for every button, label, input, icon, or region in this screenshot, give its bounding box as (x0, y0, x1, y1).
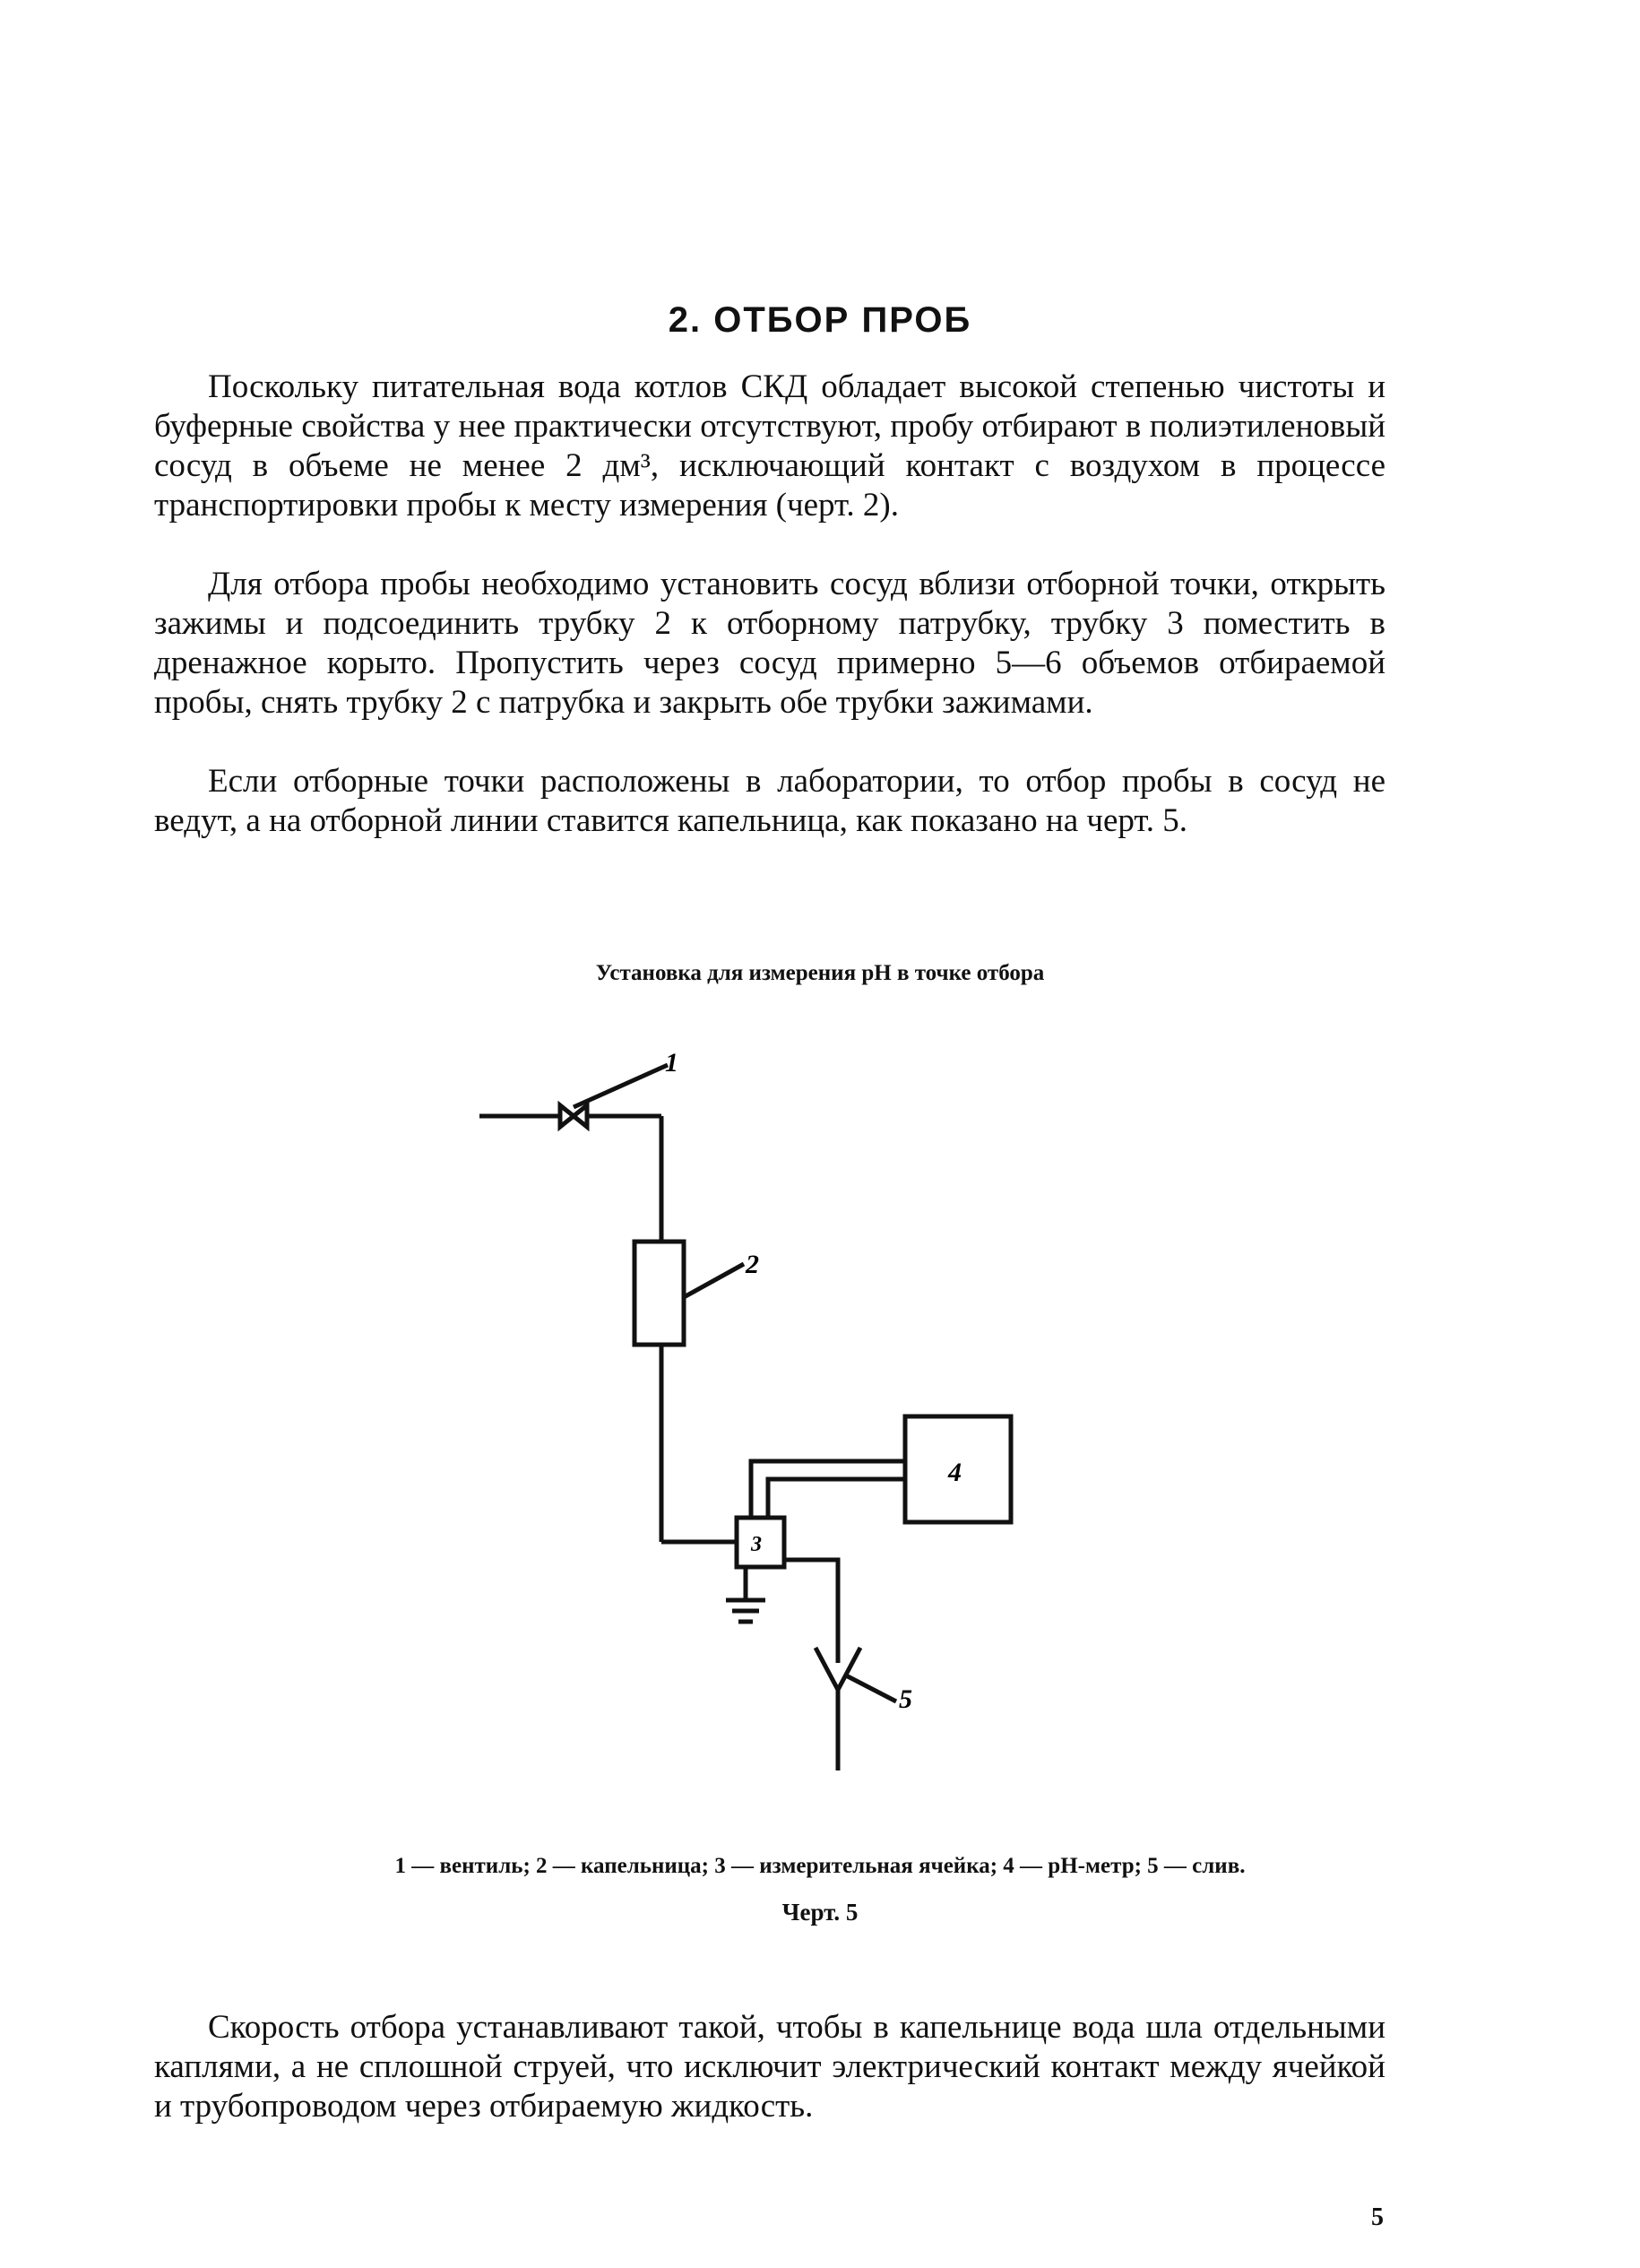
paragraph-3: Если отборные точки расположены в лаборатории, то отбор пробы в сосуд не ведут, а на отборной линии ставится капельница, как показано на черт. 5. (154, 763, 1385, 839)
paragraph-1: Поскольку питательная вода котлов СКД обладает высокой степенью чистоты и буферные свойства у нее практически отсутствуют, пробу отбирают в полиэтиленовый сосуд в объеме не менее 2 дм³, исключающий контакт с воздухом в процессе транспортировки пробы к месту измерения (черт. 2). (154, 368, 1385, 524)
valve-symbol (560, 1105, 587, 1127)
label-dropper: 2 (746, 1250, 759, 1279)
paragraph-2: Для отбора пробы необходимо установить сосуд вблизи отборной точки, открыть зажимы и подсоединить трубку 2 к отборному патрубку, трубку 3 поместить в дренажное корыто. Пропустить через сосуд примерно 5—6 объемов отбираемой пробы, снять трубку 2 с патрубка и закрыть обе трубки зажимами. (154, 566, 1385, 721)
leader-5 (844, 1675, 896, 1701)
label-drain: 5 (899, 1684, 912, 1714)
label-meter: 4 (948, 1458, 962, 1487)
dropper-box (634, 1242, 684, 1345)
cable-1 (751, 1461, 905, 1518)
section-heading: 2. ОТБОР ПРОБ (668, 300, 972, 340)
figure-legend: 1 — вентиль; 2 — капельница; 3 — измерительная ячейка; 4 — pH-метр; 5 — слив. (394, 1854, 1246, 1878)
figure-caption: Черт. 5 (781, 1899, 859, 1926)
paragraph-4: Скорость отбора устанавливают такой, чтобы в капельнице вода шла отдельными каплями, а не сплошной струей, что исключит электрический контакт между ячейкой и трубопроводом через отбираемую жидкость. (154, 2009, 1385, 2125)
label-valve: 1 (665, 1048, 678, 1078)
leader-2 (684, 1264, 744, 1297)
label-cell: 3 (751, 1533, 762, 1556)
figure-title: Установка для измерения pH в точке отбора (595, 961, 1045, 985)
cable-2 (768, 1479, 905, 1518)
funnel-left (816, 1648, 838, 1690)
leader-1 (574, 1065, 668, 1107)
page-number: 5 (1371, 2203, 1384, 2231)
drain-pipe-upper (784, 1560, 838, 1663)
